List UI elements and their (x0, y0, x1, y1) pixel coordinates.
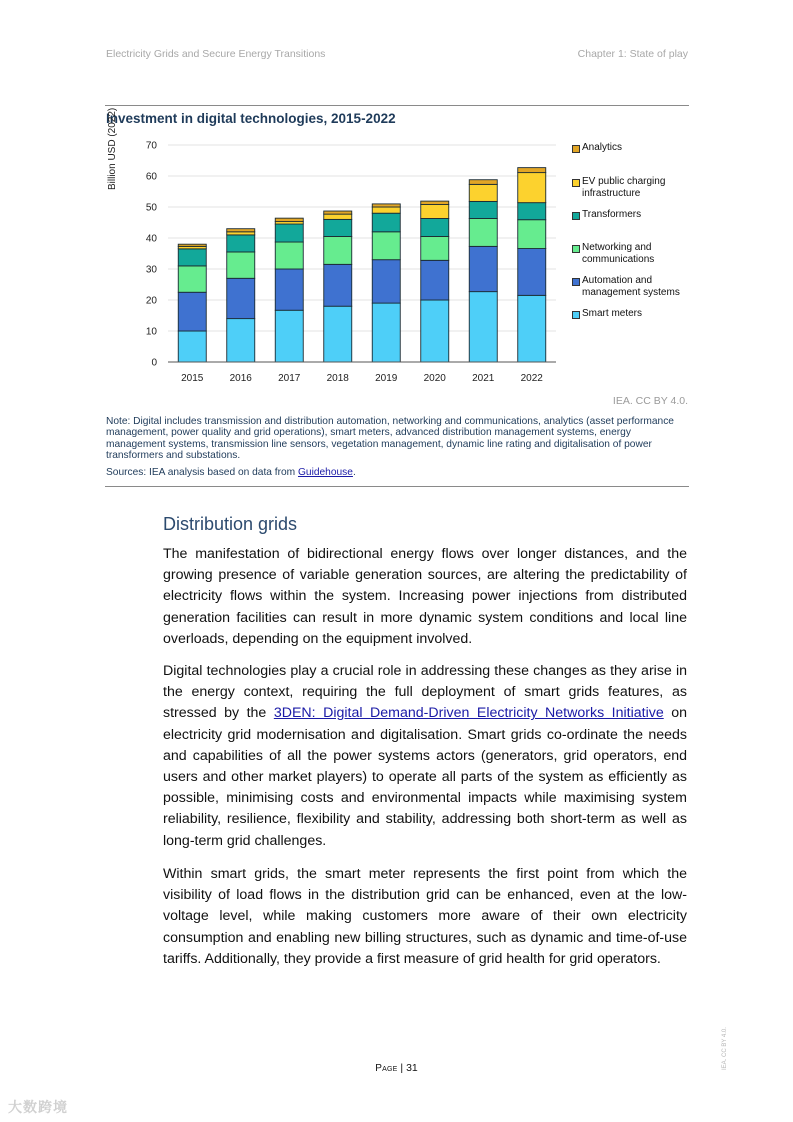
legend-swatch-icon (572, 311, 580, 319)
page-number: Page | 31 (375, 1062, 418, 1074)
svg-text:2021: 2021 (472, 373, 495, 384)
3den-initiative-link[interactable]: 3DEN: Digital Demand-Driven Electricity Networks Initiative (273, 705, 664, 722)
svg-text:2018: 2018 (326, 373, 349, 384)
paragraph-3: Within smart grids, the smart meter represents the first point from which the visibility of load flows in the distribution grid can be enhanced, even at the low-voltage level, while making customers more aware of their own electricity consumption and enabling new billing structures, such as dynamic and time-of-use tariffs. Additionally, they provide a first measure of grid health for grid operators. (163, 866, 687, 967)
running-header-chapter: Chapter 1: State of play (577, 48, 688, 60)
y-axis-ticks (146, 141, 158, 369)
legend-swatch-icon (572, 278, 580, 286)
svg-text:40: 40 (145, 233, 157, 245)
figure-note: Note: Digital includes transmission and distribution automation, networking and communications, analytics (asset performance management, power quality and grid operations), smart meters, advanced distribution management systems, energy management systems, transmission line sensors, vegetation management, dynamic line rating and digitalisation of power transformers and substations. (106, 416, 674, 461)
svg-text:2020: 2020 (423, 373, 446, 384)
legend-item-analytics: Analytics (572, 142, 692, 154)
figure-title: Investment in digital technologies, 2015-2022 (106, 111, 396, 126)
svg-text:60: 60 (145, 171, 157, 183)
x-axis-ticks (181, 373, 543, 384)
legend-item-networking: Networking and communications (572, 242, 692, 266)
watermark-logo: 大数跨境 (8, 1099, 68, 1115)
svg-text:2017: 2017 (278, 373, 301, 384)
running-header-title: Electricity Grids and Secure Energy Transitions (106, 48, 326, 60)
svg-text:70: 70 (145, 140, 157, 152)
guidehouse-link[interactable]: Guidehouse (297, 467, 353, 478)
svg-text:2019: 2019 (375, 373, 398, 384)
section-heading: Distribution grids (163, 514, 298, 534)
figure-top-rule (105, 105, 689, 106)
y-axis-label: Billion USD (2022) (107, 107, 118, 190)
figure-sources: Sources: IEA analysis based on data from Guidehouse. (106, 467, 356, 478)
svg-text:0: 0 (151, 357, 157, 369)
figure-credit: IEA. CC BY 4.0. (612, 395, 688, 407)
legend-item-automation: Automation and management systems (572, 275, 692, 299)
svg-text:10: 10 (145, 326, 157, 338)
svg-text:30: 30 (145, 264, 157, 276)
svg-text:50: 50 (145, 202, 157, 214)
legend-swatch-icon (572, 145, 580, 153)
legend-item-smart-meters: Smart meters (572, 308, 692, 320)
svg-text:2015: 2015 (181, 373, 204, 384)
legend-swatch-icon (572, 212, 580, 220)
side-credit: IEA. CC BY 4.0. (722, 1027, 728, 1070)
figure-bottom-rule (105, 486, 689, 487)
svg-text:20: 20 (145, 295, 157, 307)
paragraph-2: Digital technologies play a crucial role in addressing these changes as they arise in the energy context, requiring the full deployment of smart grids features, as stressed by the 3DEN: Digital Demand-Driven Electricity Networks Initiative on electricity grid modernisation and digitalisation. Smart grids co-ordinate the needs and capabilities of all the power systems actors (generators, grid operators, end users and other market players) to operate all parts of the system as efficiently as possible, minimising costs and environmental impacts while maximising system reliability, resilience, flexibility and stability, addressing both short-term as well as long-term grid challenges. (163, 663, 687, 849)
chart-bars (178, 168, 546, 362)
chart-gridlines (168, 145, 556, 331)
paragraph-1: The manifestation of bidirectional energy flows over longer distances, and the growing presence of variable generation sources, are altering the predictability of electricity flows within the system. Increasing power injections from distributed generation facilities can result in more dynamic system conditions and local line overloads, depending on the equipment involved. (163, 546, 687, 647)
legend-item-transformers: Transformers (572, 209, 692, 221)
svg-text:2022: 2022 (520, 373, 543, 384)
svg-text:2016: 2016 (229, 373, 252, 384)
legend-swatch-icon (572, 179, 580, 187)
legend-swatch-icon (572, 245, 580, 253)
legend-item-ev-charging: EV public charging infrastructure (572, 176, 692, 200)
